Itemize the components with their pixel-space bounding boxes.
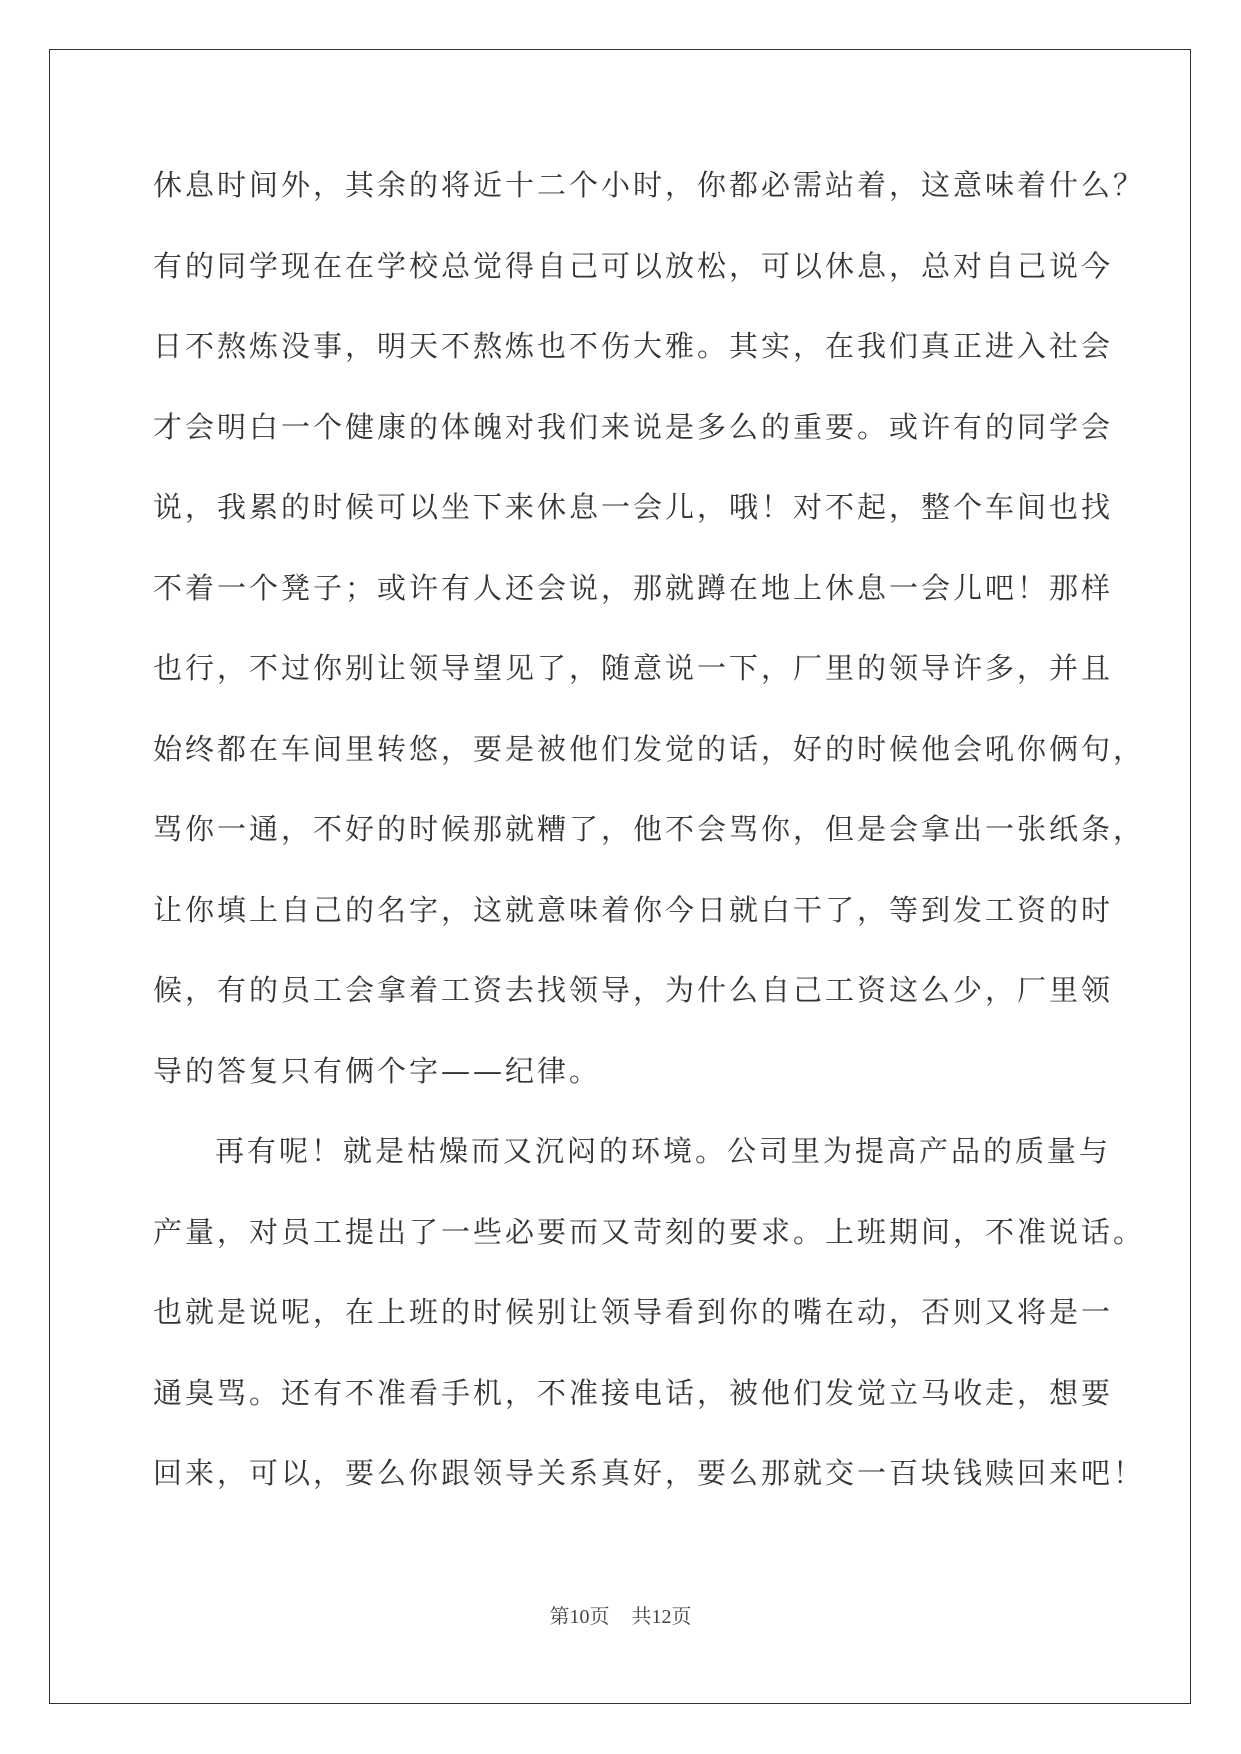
text-line: 导的答复只有俩个字——纪律。 [153,1053,602,1088]
paragraph-start-line: 再有呢！就是枯燥而又沉闷的环境。公司里为提高产品的质量与 [215,1134,1112,1168]
text-line: 不着一个凳子；或许有人还会说，那就蹲在地上休息一会儿吧！那样 [153,570,1114,605]
page-number-total: 共12页 [631,1606,692,1628]
page-number-current: 第10页 [549,1606,610,1628]
text-line: 候，有的员工会拿着工资去找领导，为什么自己工资这么少，厂里领 [153,973,1114,1007]
text-line: 也就是说呢，在上班的时候别让领导看到你的嘴在动，否则又将是一 [153,1295,1114,1329]
text-line: 才会明白一个健康的体魄对我们来说是多么的重要。或许有的同学会 [153,409,1114,444]
text-line: 休息时间外，其余的将近十二个小时，你都必需站着，这意味着什么？ [153,168,1146,202]
text-line: 有的同学现在在学校总觉得自己可以放松，可以休息，总对自己说今 [153,248,1114,283]
text-line: 始终都在车间里转悠，要是被他们发觉的话，好的时候他会吼你俩句， [153,731,1146,766]
document-body [153,165,1146,1534]
text-line: 回来，可以，要么你跟领导关系真好，要么那就交一百块钱赎回来吧！ [153,1456,1146,1490]
text-line: 说，我累的时候可以坐下来休息一会儿，哦！对不起，整个车间也找 [153,490,1114,524]
text-line: 让你填上自己的名字，这就意味着你今日就白干了，等到发工资的时 [153,892,1114,927]
text-line: 骂你一通，不好的时候那就糟了，他不会骂你，但是会拿出一张纸条， [153,812,1146,846]
text-line: 也行，不过你别让领导望见了，随意说一下，厂里的领导许多，并且 [153,651,1114,685]
text-line: 通臭骂。还有不准看手机，不准接电话，被他们发觉立马收走，想要 [153,1375,1114,1410]
text-line: 产量，对员工提出了一些必要而又苛刻的要求。上班期间，不准说话。 [153,1214,1146,1249]
text-line: 日不熬炼没事，明天不熬炼也不伤大雅。其实，在我们真正进入社会 [153,329,1114,363]
page-footer [0,1600,1241,1629]
